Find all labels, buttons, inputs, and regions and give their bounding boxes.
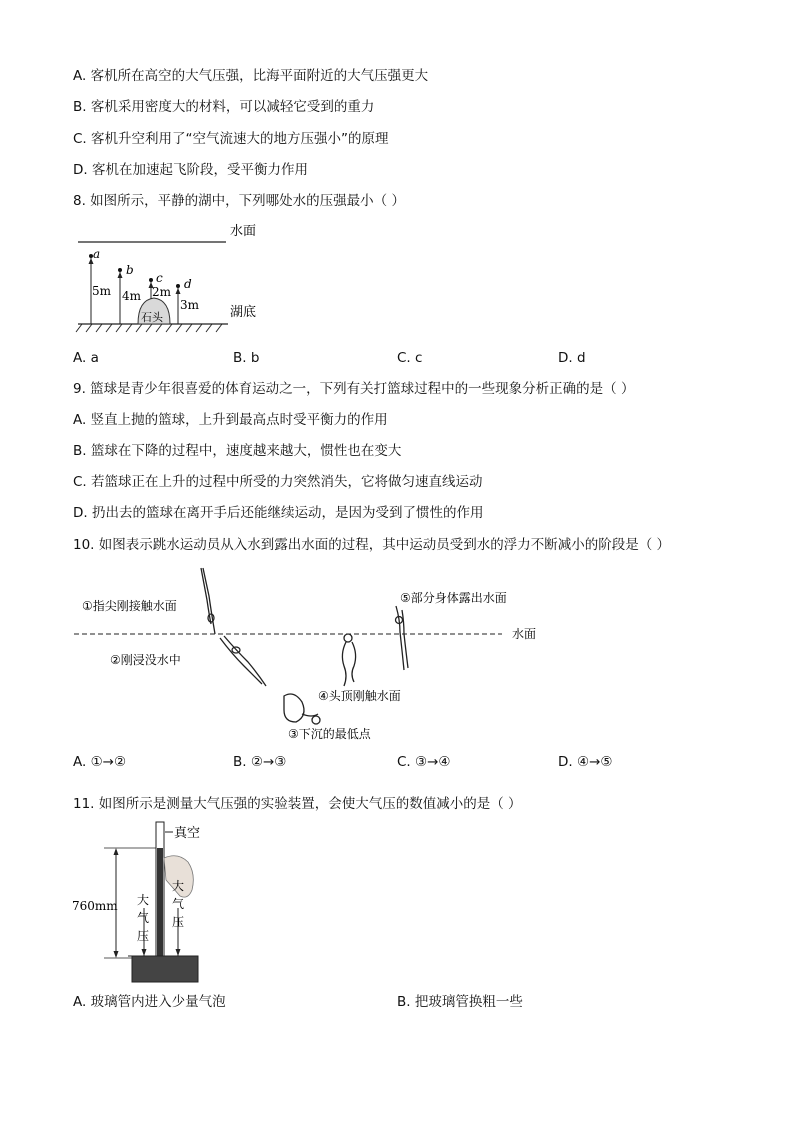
q11-option-a: A. 玻璃管内进入少量气泡 [73,994,226,1010]
q7-option-b: B. 客机采用密度大的材料，可以减轻它受到的重力 [73,99,375,115]
stage-5-label: ⑤部分身体露出水面 [400,591,507,605]
q10-option-a: A. ①→② [73,754,127,770]
q7-option-c: C. 客机升空利用了“空气流速大的地方压强小”的原理 [73,131,389,147]
stage-1-label: ①指尖刚接触水面 [82,599,177,613]
q11-stem: 11. 如图所示是测量大气压强的实验装置，会使大气压的数值减小的是（ ） [73,796,522,812]
point-d-label: d [184,277,192,291]
q9-option-a: A. 竖直上抛的篮球，上升到最高点时受平衡力的作用 [73,412,388,428]
lake-bottom-label: 湖底 [230,305,257,320]
lake-bottom-hatch [76,324,222,332]
q11-option-b: B. 把玻璃管换粗一些 [397,994,523,1010]
atm-left-3: 压 [137,929,150,943]
water-surface-label: 水面 [230,224,257,239]
atm-left-2: 气 [137,911,150,925]
diver-water-surface-label: 水面 [512,627,537,641]
height-d-label: 3m [180,298,200,312]
height-a-label: 5m [92,284,112,298]
lake-pressure-figure [70,218,270,340]
torricelli-figure [70,818,240,988]
q9-option-c: C. 若篮球正在上升的过程中所受的力突然消失，它将做匀速直线运动 [73,474,483,490]
height-c-label: 2m [152,285,172,299]
q10-option-c: C. ③→④ [397,754,451,770]
q9-stem: 9. 篮球是青少年很喜爱的体育运动之一，下列有关打篮球过程中的一些现象分析正确的是（ ） [73,381,635,397]
atm-right-1: 大 [172,879,185,893]
rock-label: 石头 [141,311,163,324]
atm-right-2: 气 [172,897,185,911]
atm-right-3: 压 [172,915,185,929]
q8-option-d: D. d [558,350,586,366]
height-760mm-label: 760mm [72,899,118,913]
diver-stage-3-icon [284,694,320,724]
diver-stage-5-icon [396,606,409,670]
q10-option-b: B. ②→③ [233,754,287,770]
q7-option-d: D. 客机在加速起飞阶段，受平衡力作用 [73,162,308,178]
q8-option-c: C. c [397,350,423,366]
stage-4-label: ④头顶刚触水面 [318,689,401,703]
diver-stage-4-icon [342,634,355,686]
point-c-label: c [156,271,163,285]
q9-option-b: B. 篮球在下降的过程中，速度越来越大，惯性也在变大 [73,443,402,459]
stage-2-label: ②刚浸没水中 [110,653,181,667]
point-a-label: a [93,247,101,261]
diver-stage-2-icon [220,636,266,686]
height-b-label: 4m [122,289,142,303]
stage-3-label: ③下沉的最低点 [288,727,371,741]
q7-option-a: A. 客机所在高空的大气压强，比海平面附近的大气压强更大 [73,68,429,84]
q8-option-a: A. a [73,350,99,366]
q9-option-d: D. 扔出去的篮球在离开手后还能继续运动，是因为受到了惯性的作用 [73,505,484,521]
q10-stem: 10. 如图表示跳水运动员从入水到露出水面的过程，其中运动员受到水的浮力不断减小的阶段是（ ） [73,537,671,553]
vacuum-label: 真空 [174,826,201,841]
q10-option-d: D. ④→⑤ [558,754,613,770]
diver-figure [70,562,550,748]
atm-left-1: 大 [137,893,150,907]
q8-stem: 8. 如图所示，平静的湖中，下列哪处水的压强最小（ ） [73,193,405,209]
diver-stage-1-icon [201,568,215,634]
point-b-label: b [126,263,134,277]
q8-option-b: B. b [233,350,260,366]
